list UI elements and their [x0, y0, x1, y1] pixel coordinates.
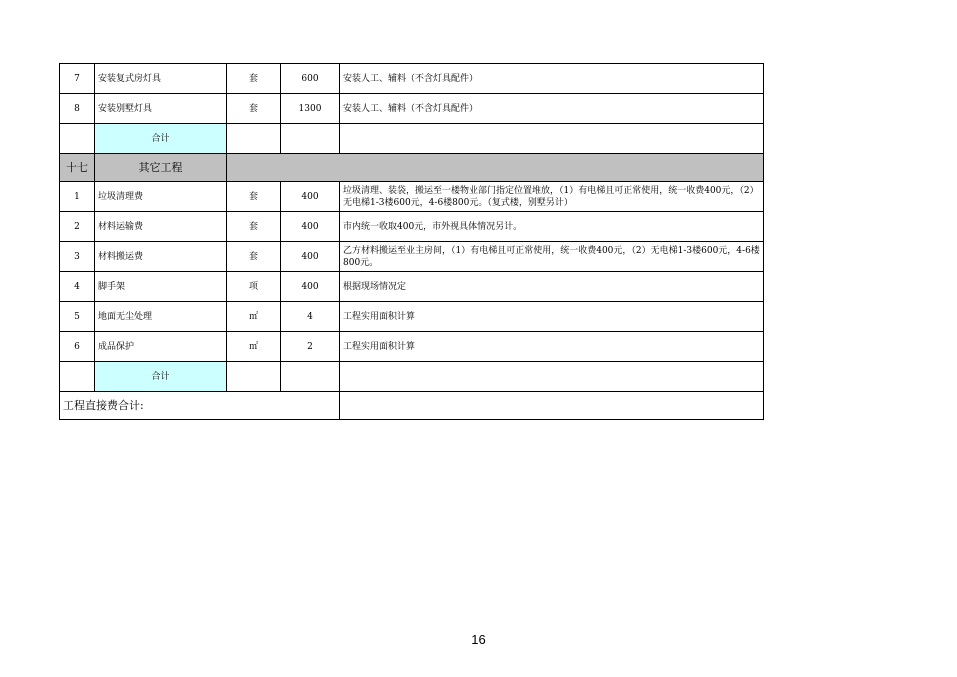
section-title: 其它工程 [95, 154, 227, 182]
item-note: 市内统一收取400元，市外视具体情况另计。 [340, 212, 764, 242]
item-name: 安装复式房灯具 [95, 64, 227, 94]
table-row [60, 272, 764, 302]
section-number: 十七 [60, 154, 95, 182]
item-note: 根据现场情况定 [340, 272, 764, 302]
item-note: 安装人工、辅料（不含灯具配件） [340, 64, 764, 94]
item-unit: 套 [227, 212, 281, 242]
item-unit: ㎡ [227, 332, 281, 362]
item-name: 成品保护 [95, 332, 227, 362]
item-unit: 套 [227, 182, 281, 212]
page-number: 16 [471, 632, 486, 647]
subtotal-label: 合计 [95, 124, 227, 154]
table-row [60, 212, 764, 242]
item-name: 地面无尘处理 [95, 302, 227, 332]
row-number: 2 [60, 212, 95, 242]
item-price: 4 [281, 302, 340, 332]
subtotal-label: 合计 [95, 362, 227, 392]
table-row [60, 242, 764, 272]
item-price: 1300 [281, 94, 340, 124]
item-price: 400 [281, 272, 340, 302]
item-price: 2 [281, 332, 340, 362]
table-row [60, 332, 764, 362]
table-row [60, 64, 764, 94]
table-row [60, 182, 764, 212]
item-note: 工程实用面积计算 [340, 332, 764, 362]
item-price: 400 [281, 182, 340, 212]
item-note: 垃圾清理、装袋，搬运至一楼物业部门指定位置堆放，（1）有电梯且可正常使用，统一收费400元，（2）无电梯1-3楼600元，4-6楼800元。（复式楼，别墅另计） [340, 182, 764, 212]
item-price: 600 [281, 64, 340, 94]
item-unit: 套 [227, 64, 281, 94]
item-unit: ㎡ [227, 302, 281, 332]
item-unit: 套 [227, 242, 281, 272]
grand-total-row [60, 392, 764, 420]
row-number: 5 [60, 302, 95, 332]
table-row [60, 302, 764, 332]
row-number: 4 [60, 272, 95, 302]
row-number: 8 [60, 94, 95, 124]
item-unit: 套 [227, 94, 281, 124]
row-number: 3 [60, 242, 95, 272]
table-row [60, 94, 764, 124]
item-note: 工程实用面积计算 [340, 302, 764, 332]
item-name: 材料运输费 [95, 212, 227, 242]
subtotal-row [60, 362, 764, 392]
row-number: 1 [60, 182, 95, 212]
item-note: 乙方材料搬运至业主房间，（1）有电梯且可正常使用，统一收费400元，（2）无电梯1-3楼600元，4-6楼800元。 [340, 242, 764, 272]
item-price: 400 [281, 212, 340, 242]
item-name: 脚手架 [95, 272, 227, 302]
item-name: 安装别墅灯具 [95, 94, 227, 124]
row-number: 6 [60, 332, 95, 362]
item-unit: 项 [227, 272, 281, 302]
item-name: 垃圾清理费 [95, 182, 227, 212]
row-number: 7 [60, 64, 95, 94]
section-header-row [60, 154, 764, 182]
item-price: 400 [281, 242, 340, 272]
item-note: 安装人工、辅料（不含灯具配件） [340, 94, 764, 124]
subtotal-row [60, 124, 764, 154]
grand-total-label: 工程直接费合计: [60, 392, 340, 420]
quotation-table [59, 63, 764, 420]
item-name: 材料搬运费 [95, 242, 227, 272]
